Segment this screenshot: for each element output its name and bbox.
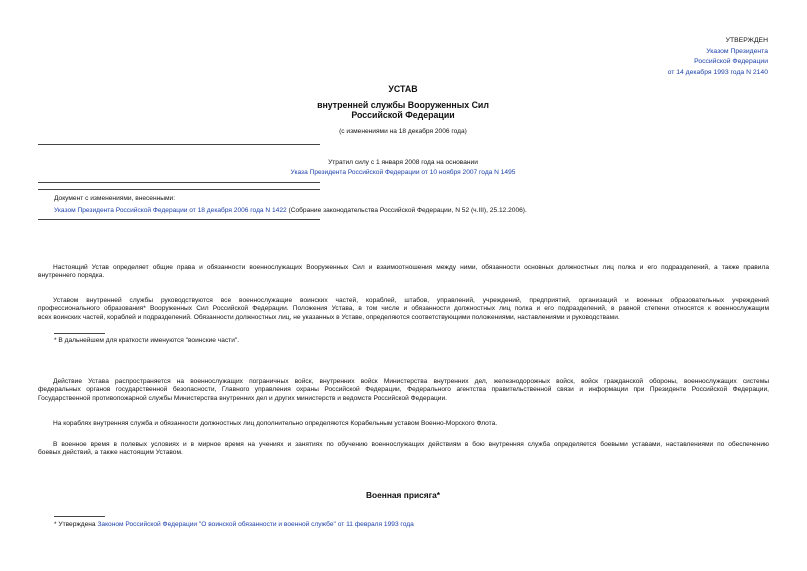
approval-block — [668, 36, 768, 78]
paragraph — [38, 378, 769, 403]
paragraph — [38, 264, 769, 281]
paragraph-line: боевых действий, а также настоящим Уставом. — [38, 449, 183, 457]
divider — [38, 182, 320, 183]
changes-line — [54, 205, 527, 217]
section-heading: Военная присяга* — [365, 490, 441, 500]
changes-decree-link[interactable]: Указом Президента Российской Федерации от 18 декабря 2006 года N 1422 — [54, 207, 287, 214]
divider — [38, 219, 320, 220]
validity-decree-link[interactable]: Указа Президента Российской Федерации от 10 ноября 2007 года N 1495 — [290, 169, 516, 176]
footnote-prefix: * Утверждена — [54, 521, 98, 528]
footnote — [54, 521, 414, 529]
document-subtitle: (с изменениями на 18 декабря 2006 года) — [339, 128, 467, 135]
footnote-divider — [54, 516, 105, 517]
approval-date-link[interactable]: от 14 декабря 1993 года N 2140 — [667, 68, 768, 76]
paragraph-line: В военное время в полевых условиях и в мирное время на учениях и занятиях по обучению военнослужащих действиям в бою внутренняя служба определяется боевыми уставами, наставлениями по обеспечению — [53, 441, 769, 448]
paragraph-line: На кораблях внутренняя служба и обязанности должностных лиц дополнительно определяются Корабельным уставом Военно-Морского Флота. — [53, 420, 498, 427]
paragraph — [38, 297, 769, 322]
paragraph-line: федеральных органов государственной безопасности, Главного управления охраны Российской Федерации, Федерального агентства правительственной связи и информации при Президенте Российской Федерации, — [38, 386, 769, 394]
document-title-line2: внутренней службы Вооруженных Сил — [317, 100, 489, 110]
validity-text: Утратил силу с 1 января 2008 года на основании — [328, 159, 478, 166]
validity-note — [120, 158, 686, 178]
paragraph — [38, 441, 769, 458]
footnote-law-link[interactable]: Законом Российской Федерации "О воинской обязанности и военной службе" от 11 февраля 1993 года — [97, 521, 414, 528]
paragraph — [38, 420, 769, 428]
approval-country-link[interactable]: Российской Федерации — [694, 58, 768, 66]
paragraph-line: Настоящий Устав определяет общие права и обязанности военнослужащих Вооруженных Сил и взаимоотношения между ними, обязанности основных должностных лиц полка и его подразделений, а также правила — [53, 264, 769, 271]
footnote-divider — [54, 333, 105, 334]
approval-decree-link[interactable]: Указом Президента — [706, 47, 768, 55]
changes-label: Документ с изменениями, внесенными: — [54, 195, 176, 202]
divider — [38, 144, 320, 145]
paragraph-line: Действие Устава распространяется на военнослужащих пограничных войск, внутренних войск Министерства внутренних дел, железнодорожных войск, войск гражданской обороны, военнослужащих системы — [53, 378, 769, 385]
paragraph-line: Государственной противопожарной службы Министерства внутренних дел и других министерств и ведомств Российской Федерации. — [38, 394, 447, 402]
changes-note — [54, 193, 527, 217]
document-title-line3: Российской Федерации — [351, 110, 455, 120]
paragraph-line: внутреннего порядка. — [38, 272, 105, 280]
document-title: УСТАВ — [388, 84, 418, 94]
footnote: * В дальнейшем для краткости именуются "воинские части". — [54, 337, 240, 344]
paragraph-line: профессионального образования* Вооруженных Сил Российской Федерации. Положения Устава, в том числе и обязанности должностных лиц полка и его подразделений, в равной степени относятся к военнослужащим — [38, 305, 769, 313]
paragraph-line: Уставом внутренней службы руководствуются все военнослужащие воинских частей, кораблей, штабов, управлений, учреждений, предприятий, организаций и военных образовательных учреждений — [53, 297, 769, 304]
approval-heading: УТВЕРЖДЕН — [725, 37, 768, 44]
paragraph-line: всех воинских частей, кораблей и подразделений. Обязанности должностных лиц, не указанных в Уставе, определяются соответствующими положениями, наставлениями и руководствами. — [38, 313, 620, 321]
changes-source: (Собрание законодательства Российской Федерации, N 52 (ч.III), 25.12.2006). — [286, 207, 527, 214]
divider — [38, 189, 320, 190]
